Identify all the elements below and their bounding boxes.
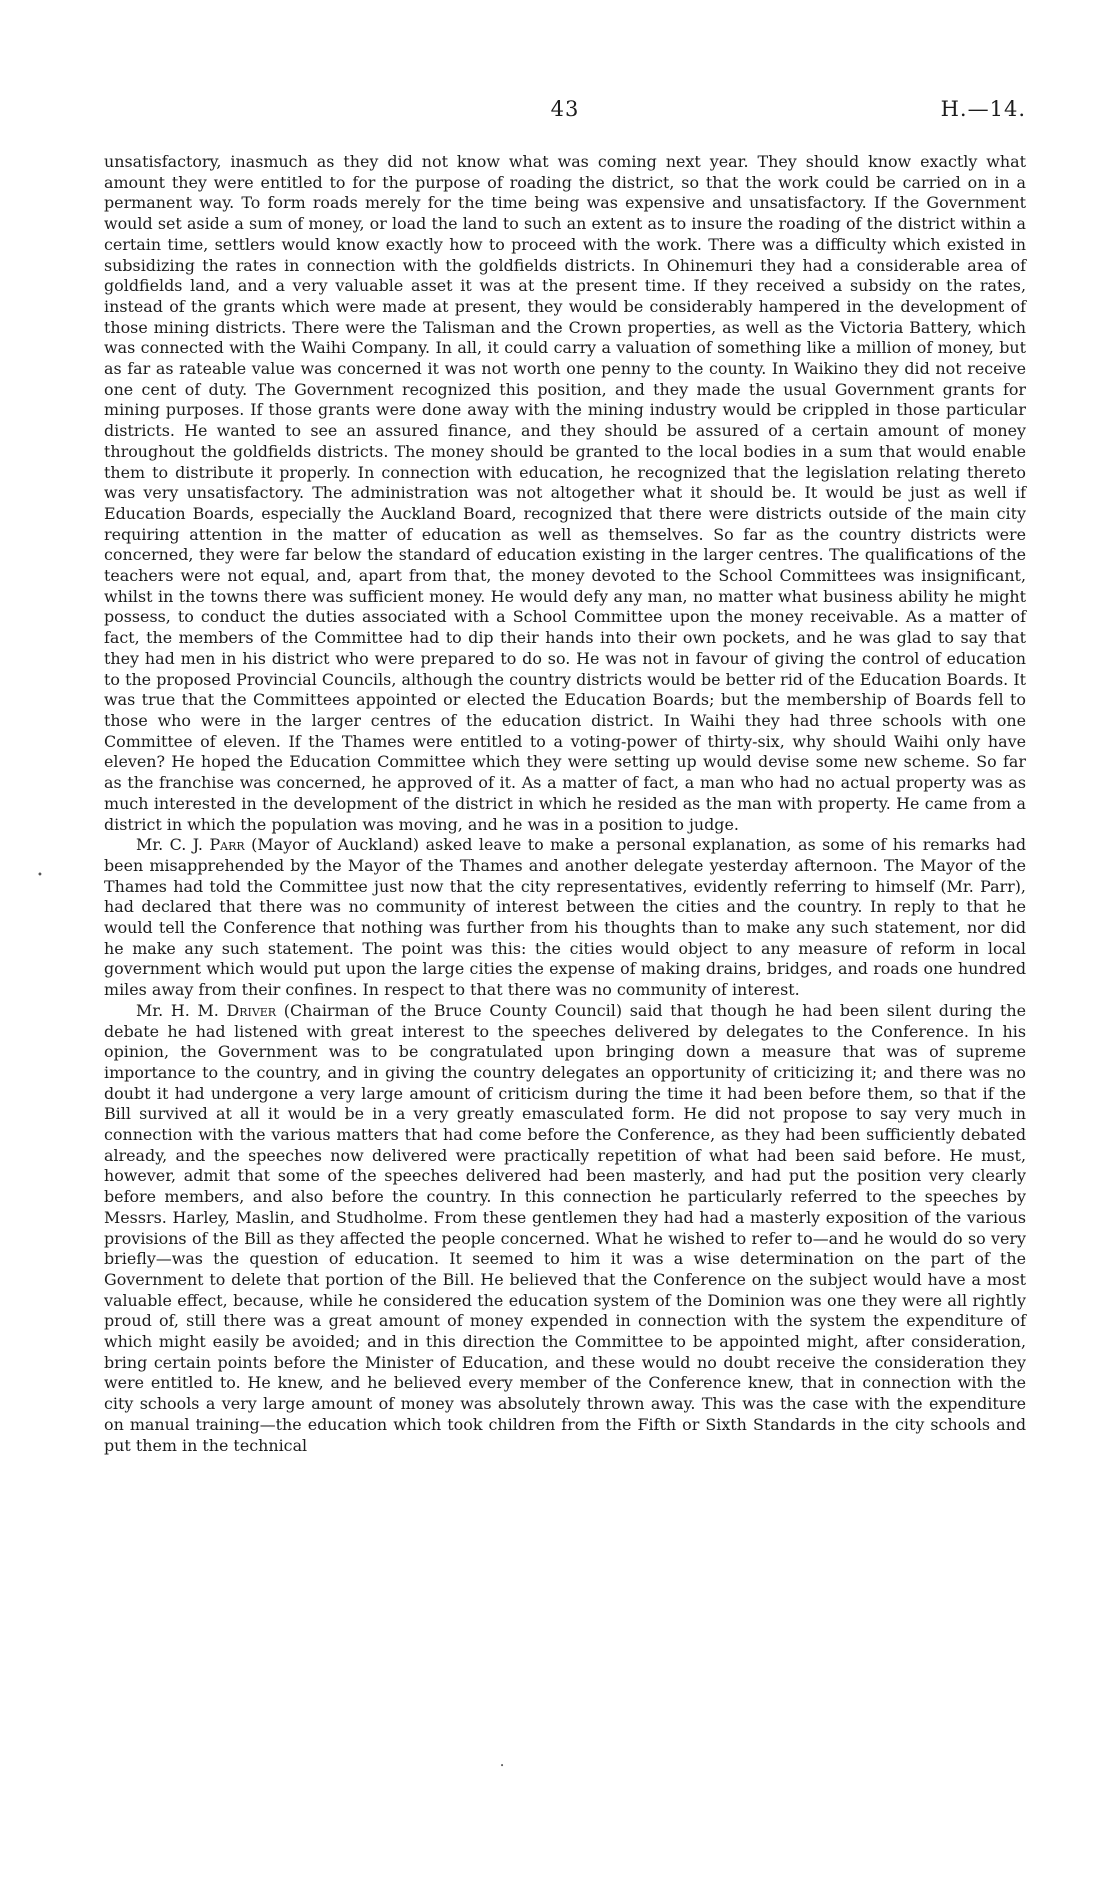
- page-speck: •: [500, 1762, 505, 1770]
- paragraph-text: (Mayor of Auckland) asked leave to make a personal explanation, as some of his remarks had been misapprehended by the Mayor of the Thames and another delegate yesterday afternoon. The Mayor of the Thames had told the Committee just now that the city representatives, evidently referring to himself (Mr. Parr), had declared that there was no community of interest between the cities and the country. In reply to that he would tell the Conference that nothing was further from his thoughts than to make any such statement, nor did he make any such statement. The point was this: the cities would object to any measure of reform in local government which would put upon the large cities the expense of making drains, bridges, and roads one hundred miles away from their confines. In respect to that there was no community of interest.: [104, 835, 1026, 1000]
- page-header: [104, 97, 1026, 127]
- body-text: [104, 152, 1026, 1456]
- speaker-surname: Parr: [209, 835, 245, 855]
- paragraph-parr: [104, 835, 1026, 1001]
- document-reference: H.—14.: [940, 97, 1026, 121]
- paragraph-text: unsatisfactory, inasmuch as they did not know what was coming next year. They should know exactly what amount they were entitled to for the purpose of roading the district, so that the work could be carried on in a permanent way. To form roads merely for the time being was expensive and unsatisfactory. If the Government would set aside a sum of money, or load the land to such an extent as to insure the roading of the district within a certain time, settlers would know exactly how to proceed with the work. There was a difficulty which existed in subsidizing the rates in connection with the goldfields districts. In Ohinemuri they had a considerable area of goldfields land, and a very valuable asset it was at the present time. If they received a subsidy on the rates, instead of the grants which were made at present, they would be considerably hampered in the development of those mining districts. There were the Talisman and the Crown properties, as well as the Victoria Battery, which was connected with the Waihi Company. In all, it could carry a valuation of something like a million of money, but as far as rateable value was concerned it was not worth one penny to the county. In Waikino they did not receive one cent of duty. The Government recognized this position, and they made the usual Government grants for mining purposes. If those grants were done away with the mining industry would be crippled in those particular districts. He wanted to see an assured finance, and they should be assured of a certain amount of money throughout the goldfields districts. The money should be granted to the local bodies in a sum that would enable them to distribute it properly. In connection with education, he recognized that the legislation relating thereto was very unsatisfactory. The administration was not altogether what it should be. It would be just as well if Education Boards, especially the Auckland Board, recognized that there were districts outside of the main city requiring attention in the matter of education as well as themselves. So far as the country districts were concerned, they were far below the standard of education existing in the larger centres. The qualifications of the teachers were not equal, and, apart from that, the money devoted to the School Committees was insignificant, whilst in the towns there was sufficient money. He would defy any man, no matter what business ability he might possess, to conduct the duties associated with a School Committee upon the money receivable. As a matter of fact, the members of the Committee had to dip their hands into their own pockets, and he was glad to say that they had men in his district who were prepared to do so. He was not in favour of giving the control of education to the proposed Provincial Councils, although the country districts would be better rid of the Education Boards. It was true that the Committees appointed or elected the Education Boards; but the membership of Boards fell to those who were in the larger centres of the education district. In Waihi they had three schools with one Committee of eleven. If the Thames were entitled to a voting-power of thirty-six, why should Waihi only have eleven? He hoped the Education Committee which they were setting up would devise some new scheme. So far as the franchise was concerned, he approved of it. As a matter of fact, a man who had no actual property was as much interested in the development of the district in which he resided as the man with property. He came from a district in which the population was moving, and he was in a position to judge.: [104, 152, 1026, 834]
- speaker-prefix: Mr. H. M.: [136, 1000, 227, 1020]
- speaker-surname: Driver: [226, 1000, 277, 1020]
- paragraph-driver: [104, 1001, 1026, 1456]
- paragraph-text: (Chairman of the Bruce County Council) said that though he had been silent during the debate he had listened with great interest to the speeches delivered by delegates to the Conference. In his opinion, the Government was to be congratulated upon bringing down a measure that was of supreme importance to the country, and in giving the country delegates an opportunity of criticizing it; and there was no doubt it had undergone a very large amount of criticism during the time it had been before them, so that if the Bill survived at all it would be in a very greatly emasculated form. He did not propose to say very much in connection with the various matters that had come before the Conference, as they had been sufficiently debated already, and the speeches now delivered were practically repetition of what had been said before. He must, however, admit that some of the speeches delivered had been masterly, and had put the position very clearly before members, and also before the country. In this connection he particularly referred to the speeches by Messrs. Harley, Maslin, and Studholme. From these gentlemen they had had a masterly exposition of the various provisions of the Bill as they affected the people concerned. What he wished to refer to—and he would do so very briefly—was the question of education. It seemed to him it was a wise determination on the part of the Government to delete that portion of the Bill. He believed that the Conference on the subject would have a most valuable effect, because, while he considered the education system of the Dominion was one they were all rightly proud of, still there was a great amount of money expended in connection with the system the expenditure of which might easily be avoided; and in this direction the Committee to be appointed might, after consideration, bring certain points before the Minister of Education, and these would no doubt receive the consideration they were entitled to. He knew, and he believed every member of the Conference knew, that in connection with the city schools a very large amount of money was absolutely thrown away. This was the case with the expenditure on manual training—the education which took children from the Fifth or Sixth Standards in the city schools and put them in the technical: [104, 1000, 1026, 1455]
- speaker-prefix: Mr. C. J.: [136, 835, 210, 855]
- page-number: 43: [550, 97, 580, 121]
- paragraph-continued: [104, 152, 1026, 835]
- margin-speck: •: [37, 870, 43, 881]
